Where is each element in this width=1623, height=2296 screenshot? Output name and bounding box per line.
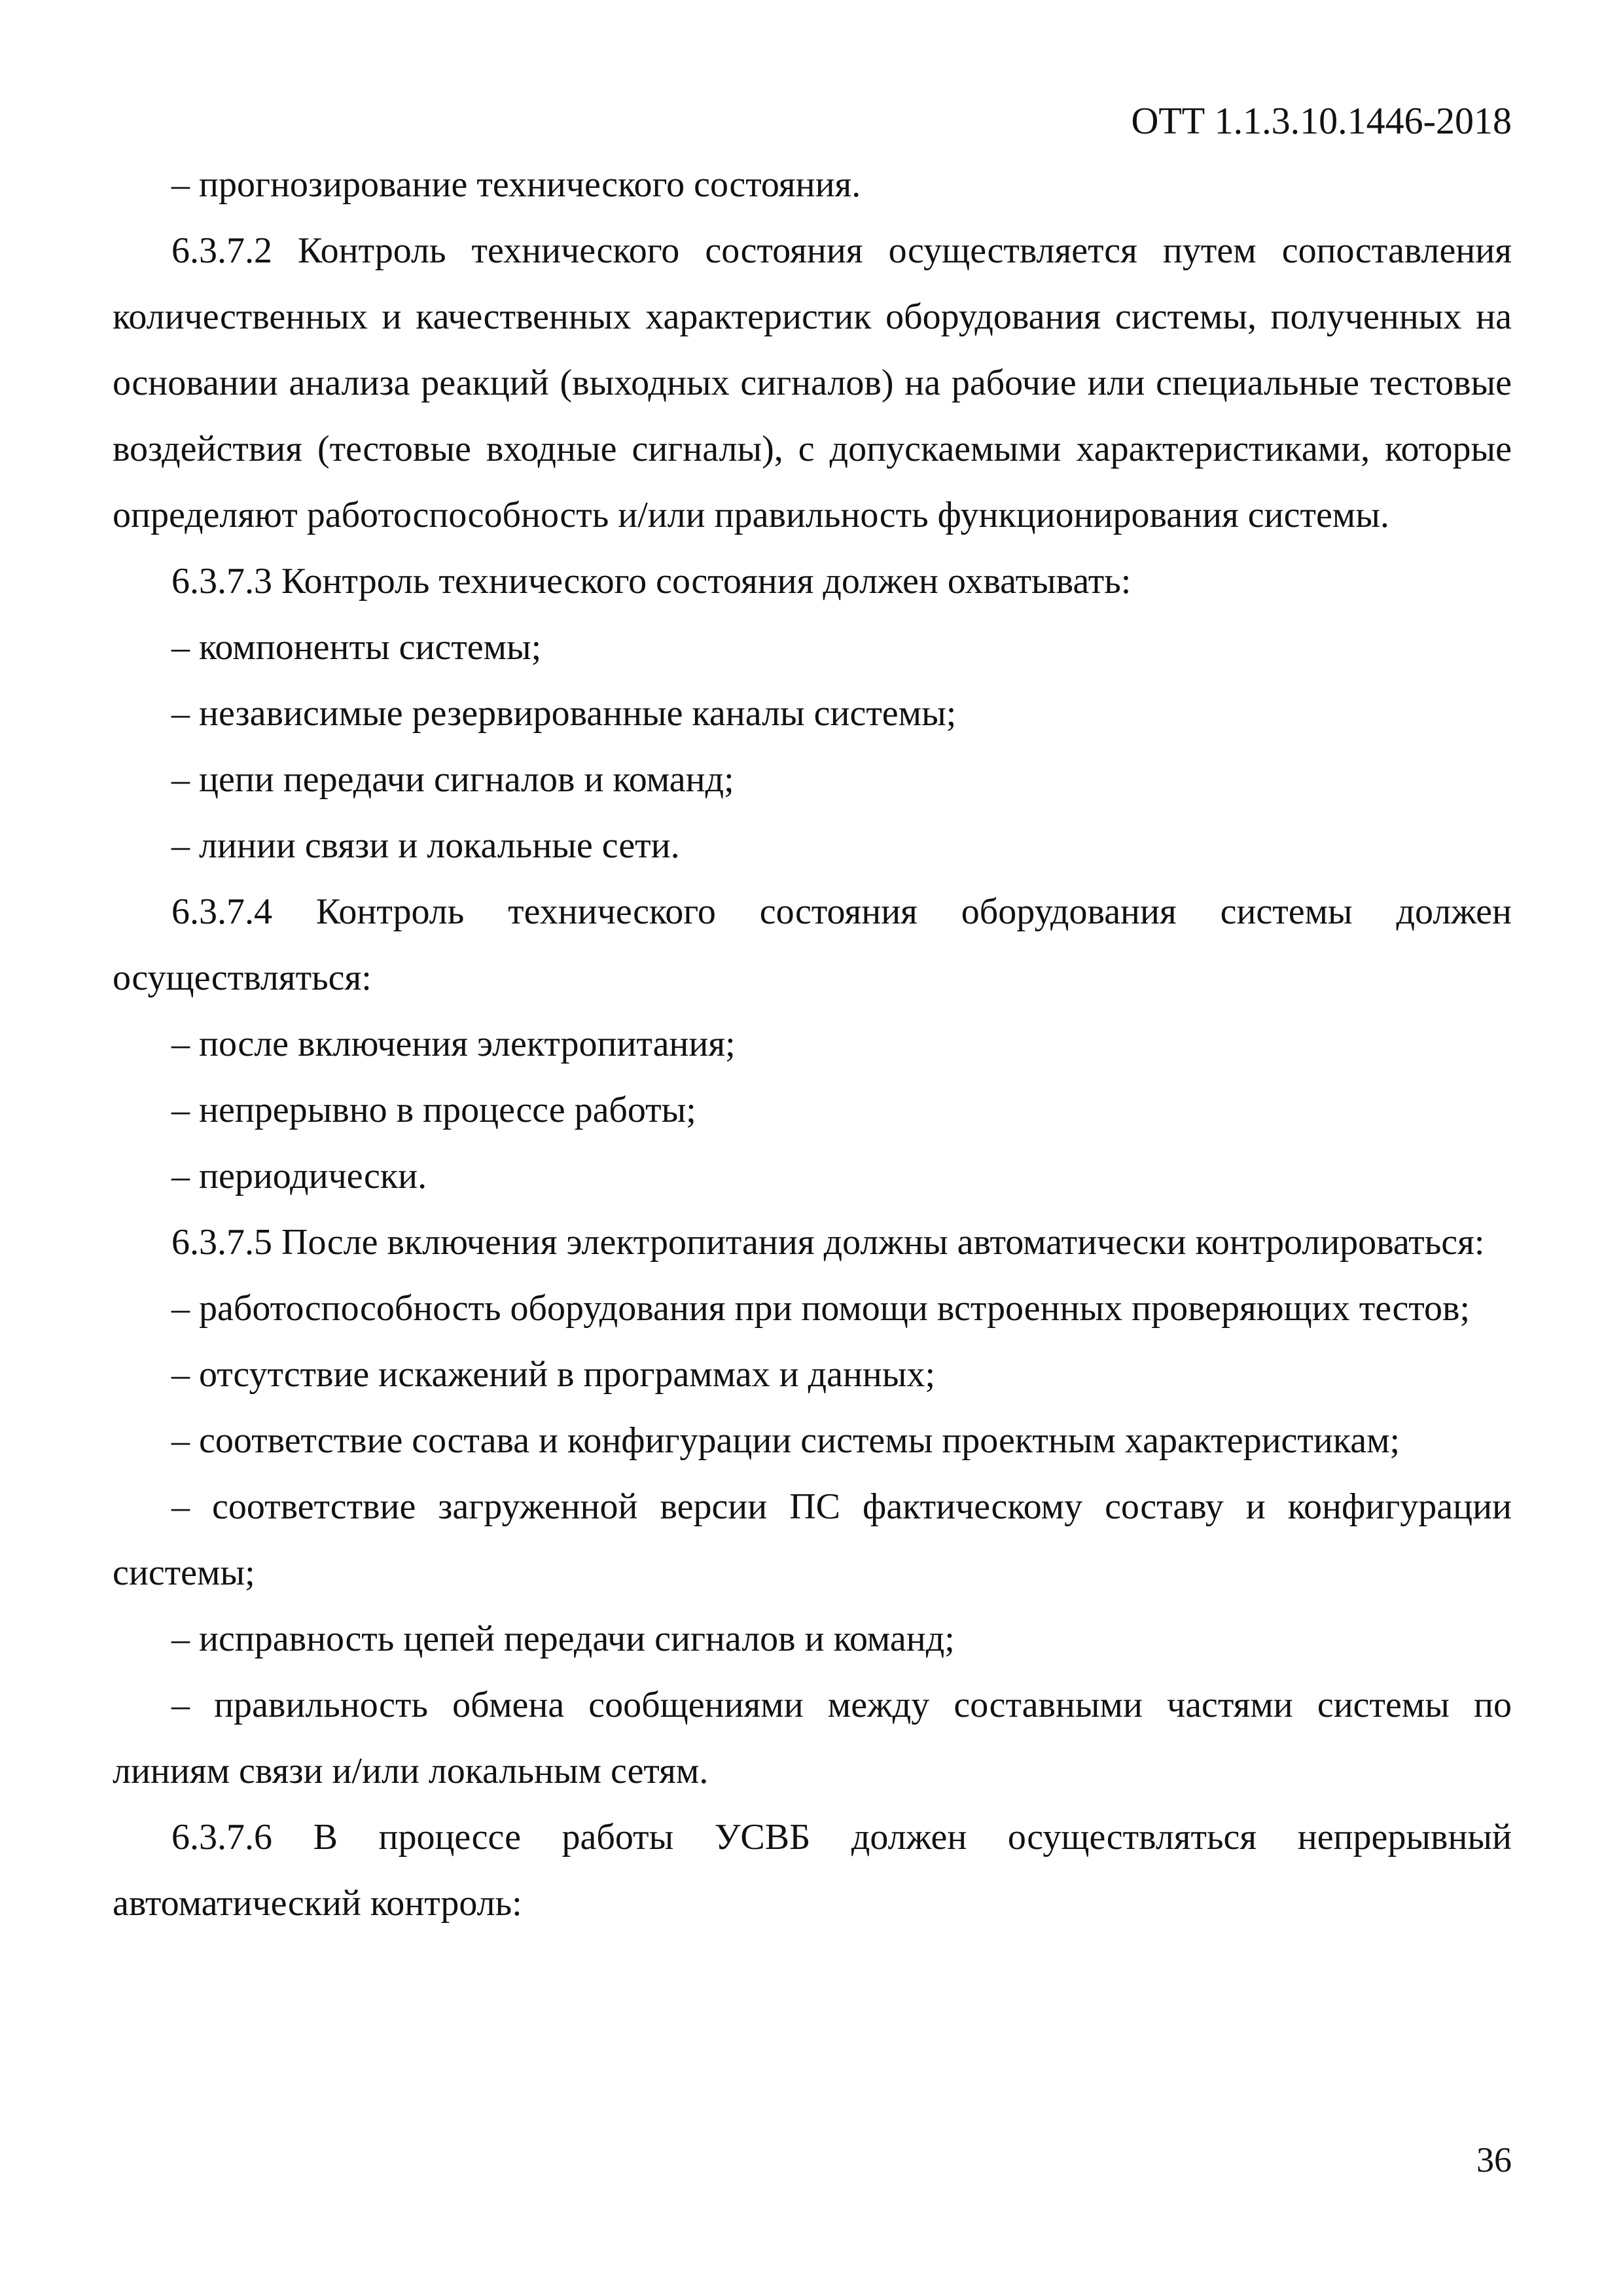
list-item: – работоспособность оборудования при помощи встроенных проверяющих тестов;: [171, 1288, 1471, 1329]
list-item: – прогнозирование технического состояния.: [171, 164, 861, 205]
body-text: [113, 152, 1512, 1937]
list-item: – правильность обмена сообщениями между составными частями системы по линиям связи и/или локальным сетям.: [113, 1685, 1512, 1791]
list-item: – цепи передачи сигналов и команд;: [171, 759, 734, 800]
paragraph-6-3-7-3: 6.3.7.3 Контроль технического состояния должен охватывать:: [171, 561, 1132, 601]
list-item: – независимые резервированные каналы системы;: [171, 693, 957, 734]
list-item: – соответствие загруженной версии ПС фактическому составу и конфигурации системы;: [113, 1486, 1512, 1593]
list-item: – исправность цепей передачи сигналов и команд;: [171, 1619, 955, 1659]
list-item: – периодически.: [171, 1156, 427, 1196]
list-item: – непрерывно в процессе работы;: [171, 1090, 696, 1130]
list-item: – отсутствие искажений в программах и данных;: [171, 1354, 936, 1395]
list-item: – компоненты системы;: [171, 627, 542, 668]
document-code-header: ОТТ 1.1.3.10.1446-2018: [1131, 99, 1512, 142]
paragraph-6-3-7-5: 6.3.7.5 После включения электропитания должны автоматически контролироваться:: [171, 1222, 1485, 1263]
paragraph-6-3-7-2: 6.3.7.2 Контроль технического состояния осуществляется путем сопоставления количественных и качественных характеристик оборудования системы, полученных на основании анализа реакций (выходных сигналов) на рабочие или специальные тестовые воздействия (тестовые входные сигналы), с допускаемыми характеристиками, которые определяют работоспособность и/или правильность функционирования системы.: [113, 230, 1512, 535]
paragraph-6-3-7-6: 6.3.7.6 В процессе работы УСВБ должен осуществляться непрерывный автоматический контроль:: [113, 1817, 1512, 1924]
list-item: – соответствие состава и конфигурации системы проектным характеристикам;: [171, 1420, 1400, 1461]
list-item: – линии связи и локальные сети.: [171, 825, 680, 866]
page-number: 36: [1476, 2140, 1512, 2179]
list-item: – после включения электропитания;: [171, 1024, 736, 1064]
paragraph-6-3-7-4: 6.3.7.4 Контроль технического состояния оборудования системы должен осуществляться:: [113, 891, 1512, 998]
